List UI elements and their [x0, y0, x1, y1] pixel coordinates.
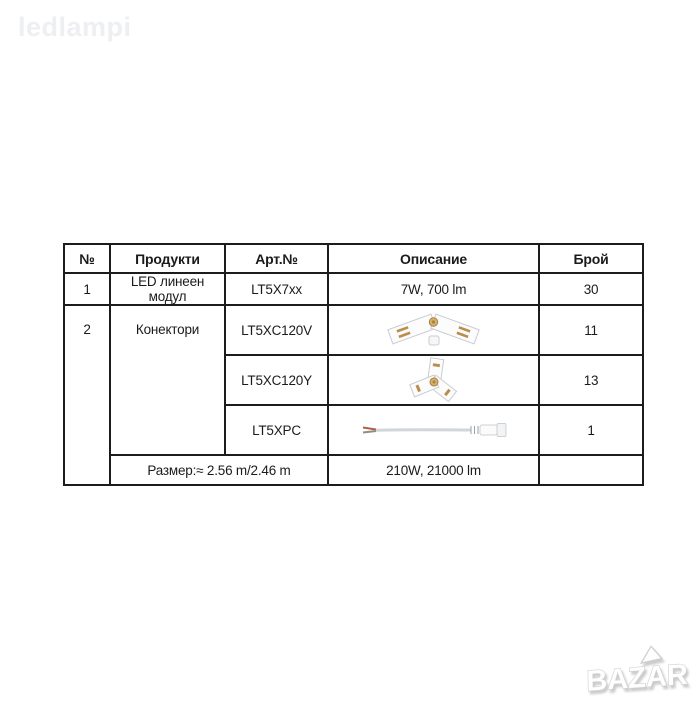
cell-description: 7W, 700 lm	[328, 273, 539, 305]
cell-qty: 11	[539, 305, 643, 355]
y-connector-3way-image	[399, 356, 469, 404]
cell-qty: 13	[539, 355, 643, 405]
table-row-led-module	[64, 273, 643, 305]
col-header-qty: Брой	[539, 244, 643, 273]
product-spec-table	[63, 243, 644, 486]
ledlampi-watermark: ledlampi	[18, 12, 132, 42]
cell-art-no: LT5X7xx	[225, 273, 328, 305]
bazar-logo-text: BAZAR	[586, 658, 688, 698]
cell-description-image	[328, 355, 539, 405]
cell-number-connectors-group: 2	[64, 305, 110, 485]
cell-qty: 1	[539, 405, 643, 455]
cell-qty-empty	[539, 455, 643, 485]
col-header-number: №	[64, 244, 110, 273]
cell-product: LED линеен модул	[110, 273, 225, 305]
cell-description-summary: 210W, 21000 lm	[328, 455, 539, 485]
cell-qty: 30	[539, 273, 643, 305]
col-header-description: Описание	[328, 244, 539, 273]
cell-size-summary: Размер:≈ 2.56 m/2.46 m	[110, 455, 328, 485]
corner-connector-120deg-image	[384, 310, 484, 350]
table-row-summary	[64, 455, 643, 485]
col-header-art-no: Арт.№	[225, 244, 328, 273]
cell-description-image	[328, 305, 539, 355]
cell-art-no: LT5XC120V	[225, 305, 328, 355]
cell-product-connectors-group: Конектори	[110, 305, 225, 455]
col-header-products: Продукти	[110, 244, 225, 273]
cell-art-no: LT5XPC	[225, 405, 328, 455]
bazar-logo	[585, 643, 700, 698]
cell-number: 1	[64, 273, 110, 305]
cell-art-no: LT5XC120Y	[225, 355, 328, 405]
cell-description-image	[328, 405, 539, 455]
table-header-row	[64, 244, 643, 273]
power-supply-cable-image	[359, 417, 509, 443]
table-row-connector-v	[64, 305, 643, 355]
